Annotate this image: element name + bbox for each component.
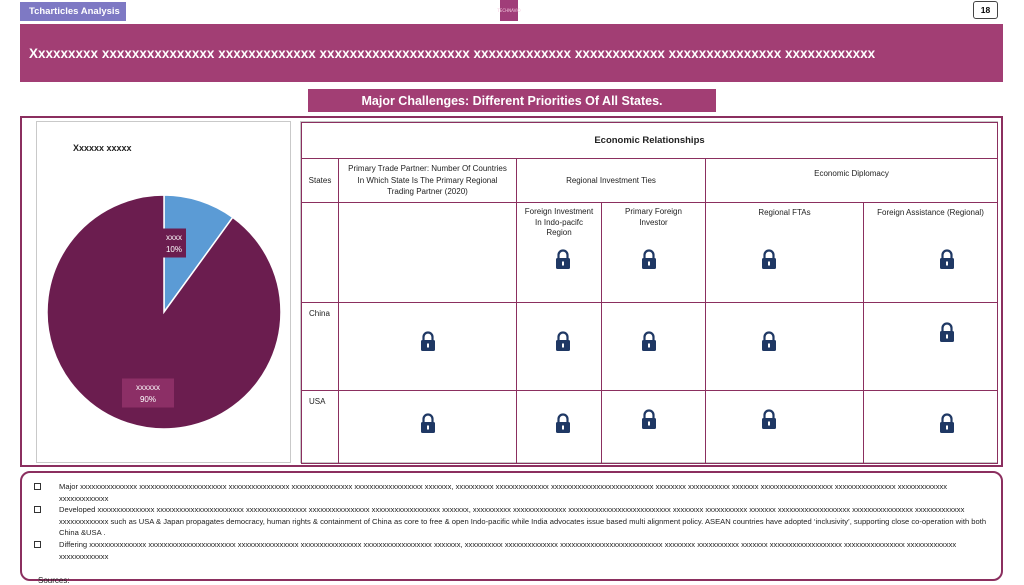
- group-header: Economic Relationships: [301, 122, 998, 159]
- lock-icon: [939, 249, 955, 275]
- cell-usa-assistance: [863, 390, 998, 464]
- banner-title: Xxxxxxxxx xxxxxxxxxxxxxxx xxxxxxxxxxxxx xxxxxxxxxxxxxxxxxxxx xxxxxxxxxxxxx xxxxxxxxxxxx xxxxxxxxxxxxxxx xxxxxxxxxxxx: [20, 24, 1003, 82]
- note-tail: such as USA & Japan propagates democracy, human rights & containment of China as core to free & open Indo-pacific while India advocates issue based multi alignment policy. ASEAN countries have adopted ‘inclusivity’, supporting close co-operation with both China &USA .: [59, 516, 987, 538]
- lock-icon: [641, 331, 657, 357]
- lock-icon: [555, 413, 571, 439]
- sources-label: Sources:: [38, 576, 70, 585]
- slide-subtitle: Major Challenges: Different Priorities Of All States.: [308, 89, 716, 112]
- lock-icon: [761, 409, 777, 435]
- economic-relationships-table: [300, 121, 998, 463]
- note-differing: [34, 539, 991, 562]
- pie-data-label: [162, 229, 186, 258]
- col-regional-investment: Regional Investment Ties: [516, 158, 706, 203]
- sub-foreign-assistance: Foreign Assistance (Regional): [863, 202, 998, 303]
- note-prefix: Differing: [59, 539, 88, 549]
- lock-icon: [641, 409, 657, 435]
- notes-box: [20, 471, 1003, 581]
- logo-text: TECHNAVIO: [497, 8, 521, 13]
- row-label-usa: USA: [301, 390, 339, 464]
- note-prefix: Major: [59, 482, 78, 491]
- pie-label-name: xxxx: [166, 233, 182, 242]
- page-number: 18: [973, 1, 998, 19]
- pie-chart: [37, 122, 292, 464]
- checkbox-bullet-icon: [34, 541, 41, 548]
- note-prefix: Developed: [59, 505, 96, 515]
- col-states: States: [301, 158, 339, 203]
- logo-icon: [497, 0, 521, 21]
- pie-data-label: [122, 379, 174, 408]
- pie-chart-panel: [36, 121, 291, 463]
- note-text: xxxxxxxxxxxxxxx xxxxxxxxxxxxxxxxxxxxxxx xxxxxxxxxxxxxxxx xxxxxxxxxxxxxxxx xxxxxxxxxxxxxxxxxx xxxxxxx, xxxxxxxxxx xxxxxxxxxxxxxx xxxxxxxxxxxxxxxxxxxxxxxxxxx xxxxxxxx xxxxxxxxxxx xxxxxxx xxxxxxxxxxxxxxxxxxx xxxxxxxxxxxxxxxx xxxxxxxxxxxxx xxxxxxxxxxxxx: [59, 539, 957, 561]
- lock-icon: [420, 331, 436, 357]
- lock-icon: [761, 331, 777, 357]
- lock-icon: [761, 249, 777, 275]
- checkbox-bullet-icon: [34, 506, 41, 513]
- sub-foreign-investment: Foreign Investment In Indo-pacifc Region: [516, 202, 602, 303]
- sub-regional-ftas: Regional FTAs: [705, 202, 864, 303]
- lock-icon: [555, 331, 571, 357]
- pie-label-value: 10%: [165, 245, 183, 254]
- row-blank-states: [301, 202, 339, 303]
- lock-icon: [939, 413, 955, 439]
- cell-china-assistance: [863, 302, 998, 391]
- note-developed: [34, 504, 991, 539]
- lock-icon: [939, 322, 955, 348]
- chart-title: Xxxxxx xxxxx: [73, 143, 132, 153]
- row-label-china: China: [301, 302, 339, 391]
- row-blank-partner: [338, 202, 517, 303]
- cell-usa-ftas: [705, 390, 864, 464]
- sub-primary-investor: Primary Foreign Investor: [601, 202, 706, 303]
- lock-icon: [641, 249, 657, 275]
- brand-tab: Tcharticles Analysis: [20, 2, 126, 21]
- col-economic-diplomacy: Economic Diplomacy: [705, 158, 998, 203]
- checkbox-bullet-icon: [34, 483, 41, 490]
- col-primary-trade-partner: Primary Trade Partner: Number Of Countries In Which State Is The Primary Regional Trading Partner (2020): [338, 158, 517, 203]
- pie-label-value: 90%: [139, 395, 157, 404]
- note-text: xxxxxxxxxxxxxxx xxxxxxxxxxxxxxxxxxxxxxx xxxxxxxxxxxxxxxx xxxxxxxxxxxxxxxx xxxxxxxxxxxxxxxxxx xxxxxxx, xxxxxxxxxx xxxxxxxxxxxxxx xxxxxxxxxxxxxxxxxxxxxxxxxxx xxxxxxxx xxxxxxxxxxx xxxxxxx xxxxxxxxxxxxxxxxxxx xxxxxxxxxxxxxxxx xxxxxxxxxxxxx xxxxxxxxxxxxx: [59, 482, 948, 503]
- lock-icon: [555, 249, 571, 275]
- pie-label-name: xxxxxx: [136, 383, 160, 392]
- lock-icon: [420, 413, 436, 439]
- cell-china-ftas: [705, 302, 864, 391]
- note-text: xxxxxxxxxxxxxxx xxxxxxxxxxxxxxxxxxxxxxx xxxxxxxxxxxxxxxx xxxxxxxxxxxxxxxx xxxxxxxxxxxxxxxxxx xxxxxxx, xxxxxxxxxx xxxxxxxxxxxxxx xxxxxxxxxxxxxxxxxxxxxxxxxxx xxxxxxxx xxxxxxxxxxx xxxxxxx xxxxxxxxxxxxxxxxxxx xxxxxxxxxxxxxxxx xxxxxxxxxxxxx xxxxxxxxxxxxx: [59, 505, 965, 526]
- note-major: [34, 481, 991, 504]
